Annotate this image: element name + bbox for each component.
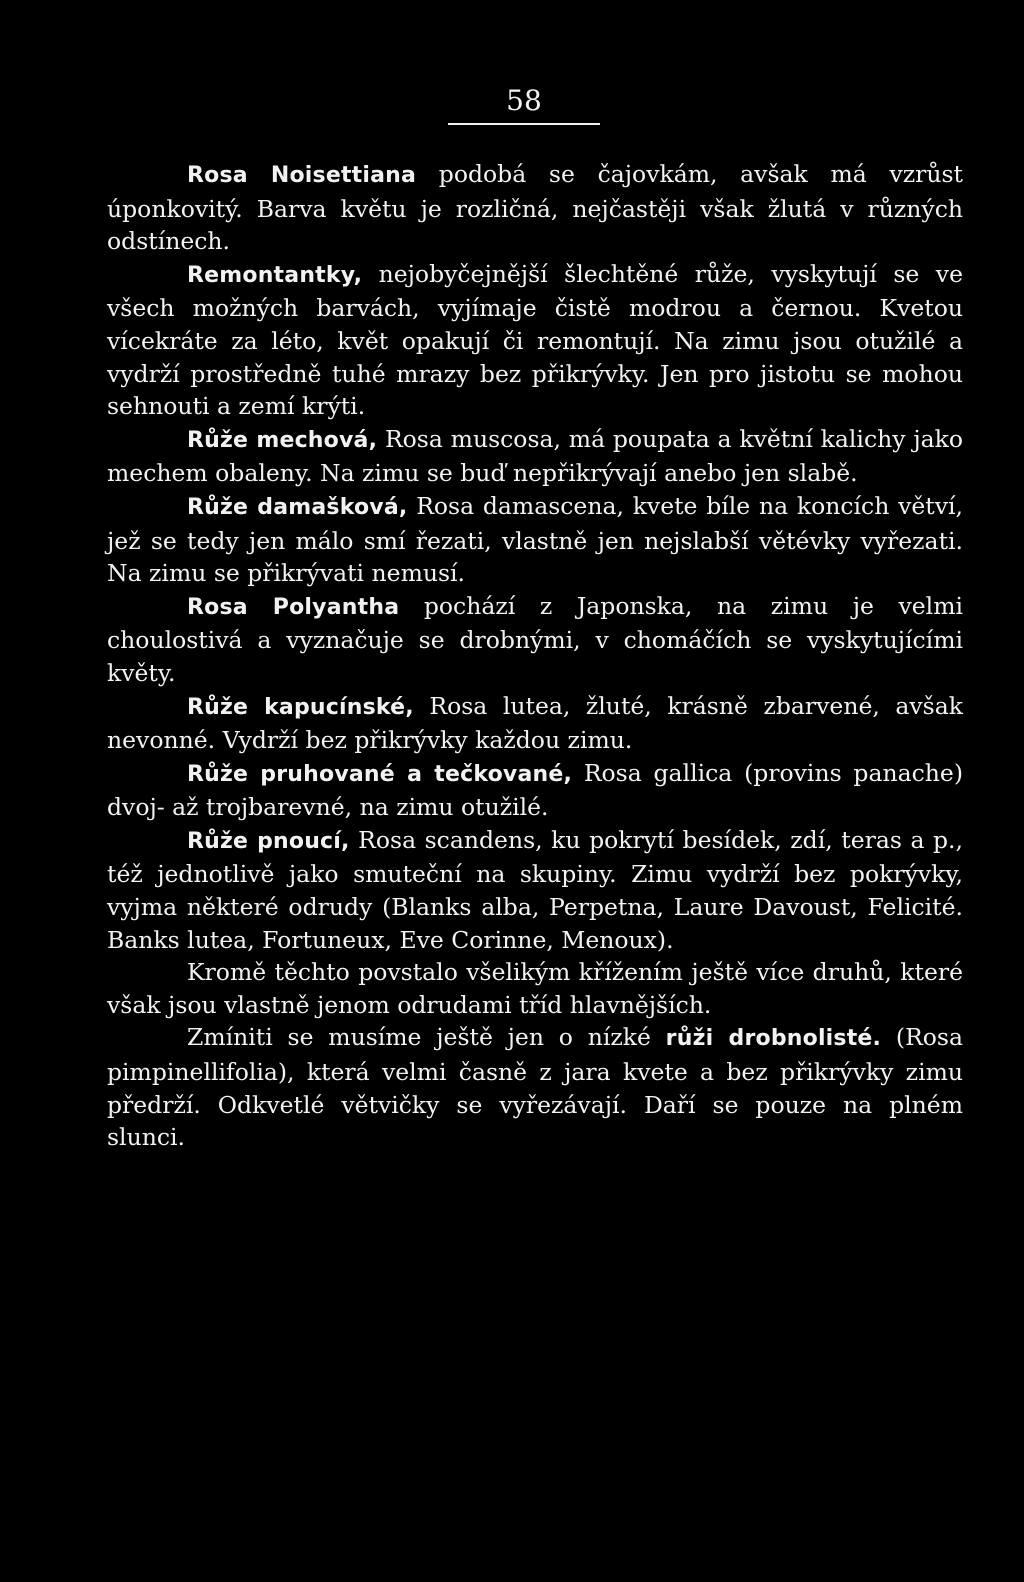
- paragraph-rosa-polyantha: [107, 590, 963, 690]
- paragraph-text: Rosa damascena, kvete bíle na koncích větví, jež se tedy jen málo smí řezati, vlastně jen nejslabší větévky vyřezati. Na zimu se přikrývati nemusí.: [107, 491, 963, 588]
- term-remontantky: Remontantky,: [187, 262, 363, 288]
- page-number-rule: [448, 123, 600, 125]
- paragraph-rosa-noisettiana: [107, 158, 963, 258]
- term-ruze-damaskova: Růže damašková,: [187, 494, 408, 520]
- paragraph-ruze-mechova: [107, 423, 963, 490]
- term-ruze-pruhovane: Růže pruhované a tečkované,: [187, 761, 573, 787]
- paragraph-text-before: Zmíniti se musíme ještě jen o nízké: [187, 1023, 666, 1052]
- paragraph-text: Rosa muscosa, má poupata a květní kalichy jako mechem obaleny. Na zimu se buď nepřikrývají anebo jen slabě.: [107, 424, 964, 488]
- term-ruze-pnouci: Růže pnoucí,: [187, 828, 350, 854]
- paragraph-text: (Rosa pimpinellifolia), která velmi časně z jara kvete a bez přikrývky zimu předrží. Odkvetlé větvičky se vyřezávají. Daří se pouze na plném slunci.: [107, 1023, 963, 1152]
- paragraph-text: Kromě těchto povstalo všelikým křížením ještě více druhů, které však jsou vlastně jenom odrudami tříd hlavnějších.: [107, 958, 963, 1019]
- paragraph-krome-techto: [107, 956, 963, 1021]
- paragraph-zminiti: [107, 1021, 963, 1153]
- paragraph-text: Rosa lutea, žluté, krásně zbarvené, avšak nevonné. Vydrží bez přikrývky každou zimu.: [107, 691, 963, 755]
- paragraph-text: pochází z Japonska, na zimu je velmi choulostivá a vyznačuje se drobnými, v chomáčích se vyskytujícími květy.: [107, 591, 963, 687]
- paragraph-text: nejobyčejnější šlechtěné růže, vyskytují se ve všech možných barvách, vyjímaje čistě modrou a černou. Kvetou vícekráte za léto, květ opakují či remontují. Na zimu jsou otužilé a vydrží prostředně tuhé mrazy bez přikrývky. Jen pro jistotu se mohou sehnouti a zemí krýti.: [107, 259, 963, 421]
- paragraph-text: podobá se čajovkám, avšak má vzrůst úponkovitý. Barva květu je rozličná, nejčastěji však žlutá v různých odstínech.: [107, 160, 963, 256]
- paragraph-ruze-pruhovane: [107, 757, 963, 824]
- term-rosa-polyantha: Rosa Polyantha: [187, 594, 400, 620]
- page-number: 58: [506, 84, 542, 117]
- term-ruze-mechova: Růže mechová,: [187, 427, 378, 453]
- term-rosa-noisettiana: Rosa Noisettiana: [187, 163, 417, 188]
- paragraph-ruze-damaskova: [107, 490, 963, 590]
- paragraph-ruze-kapucinske: [107, 690, 963, 757]
- paragraph-text: Rosa scandens, ku pokrytí besídek, zdí, teras a p., též jednotlivě jako smuteční na skupiny. Zimu vydrží bez pokrývky, vyjma některé odrudy (Blanks alba, Perpetna, Laure Davoust, Felicité. Banks lutea, Fortuneux, Eve Corinne, Menoux).: [107, 825, 963, 954]
- paragraph-remontantky: [107, 258, 963, 423]
- paragraph-ruze-pnouci: [107, 824, 963, 956]
- term-ruze-drobnoliste: růži drobnolisté.: [665, 1026, 882, 1052]
- body-text: [107, 158, 963, 1154]
- term-ruze-kapucinske: Růže kapucínské,: [187, 694, 414, 720]
- paragraph-text: Rosa gallica (provins panache) dvoj- až trojbarevné, na zimu otužilé.: [107, 758, 963, 822]
